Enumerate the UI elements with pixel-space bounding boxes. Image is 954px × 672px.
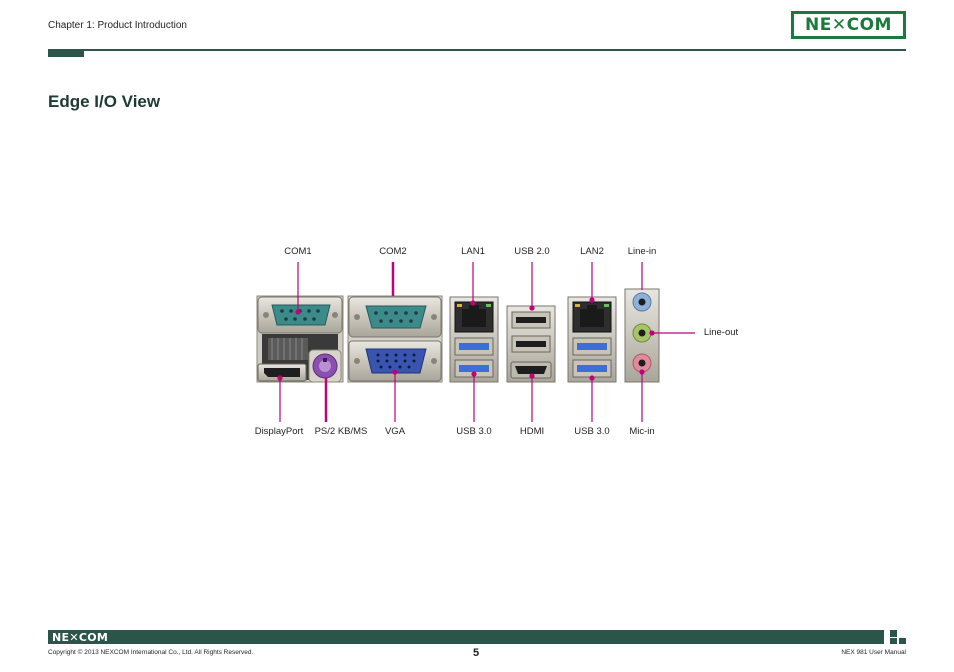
- label-usb30-right: USB 3.0: [574, 426, 610, 437]
- ps2-port: [309, 350, 341, 382]
- label-com2: COM2: [379, 246, 407, 257]
- label-lan2: LAN2: [580, 246, 604, 257]
- usb30-left-top: [455, 338, 493, 355]
- manual-name: NEX 981 User Manual: [841, 649, 906, 656]
- io-block-com2-vga: [348, 296, 442, 382]
- label-com1: COM1: [284, 246, 312, 257]
- footer-bar: [48, 630, 884, 644]
- line-in-jack: [633, 293, 651, 311]
- label-vga: VGA: [384, 426, 406, 437]
- label-ps2: PS/2 KB/MS: [314, 426, 368, 437]
- footer-logo: NE✕COM: [52, 631, 109, 644]
- lan2-port: [573, 302, 611, 332]
- lan1-port: [455, 302, 493, 332]
- usb20-bottom: [512, 336, 550, 352]
- label-line-in: Line-in: [627, 246, 657, 257]
- label-lan1: LAN1: [461, 246, 485, 257]
- chapter-heading: Chapter 1: Product Introduction: [48, 20, 187, 31]
- footer-square-decoration: [899, 638, 906, 644]
- page-title: Edge I/O View: [48, 92, 161, 111]
- io-block-audio: [625, 289, 659, 382]
- usb30-right-bottom: [573, 360, 611, 377]
- io-block-usb20-hdmi: [507, 306, 555, 382]
- footer-square-decoration: [890, 630, 897, 637]
- line-out-jack: [633, 324, 651, 342]
- label-usb20: USB 2.0: [514, 246, 550, 257]
- io-block-lan1: [450, 297, 498, 382]
- mic-in-jack: [633, 354, 651, 372]
- copyright-text: Copyright © 2013 NEXCOM International Co., Ltd. All Rights Reserved.: [48, 649, 254, 656]
- io-block-left: [257, 296, 343, 382]
- label-line-out: Line-out: [703, 327, 739, 338]
- usb20-top: [512, 312, 550, 328]
- footer-square-decoration: [890, 638, 897, 644]
- label-hdmi: HDMI: [519, 426, 545, 437]
- label-usb30-left: USB 3.0: [456, 426, 492, 437]
- usb30-right-top: [573, 338, 611, 355]
- logo-text: NE✕COM: [805, 15, 892, 35]
- label-displayport: DisplayPort: [254, 426, 304, 437]
- page-number: 5: [473, 647, 480, 659]
- io-block-lan2: [568, 297, 616, 382]
- label-mic-in: Mic-in: [629, 426, 655, 437]
